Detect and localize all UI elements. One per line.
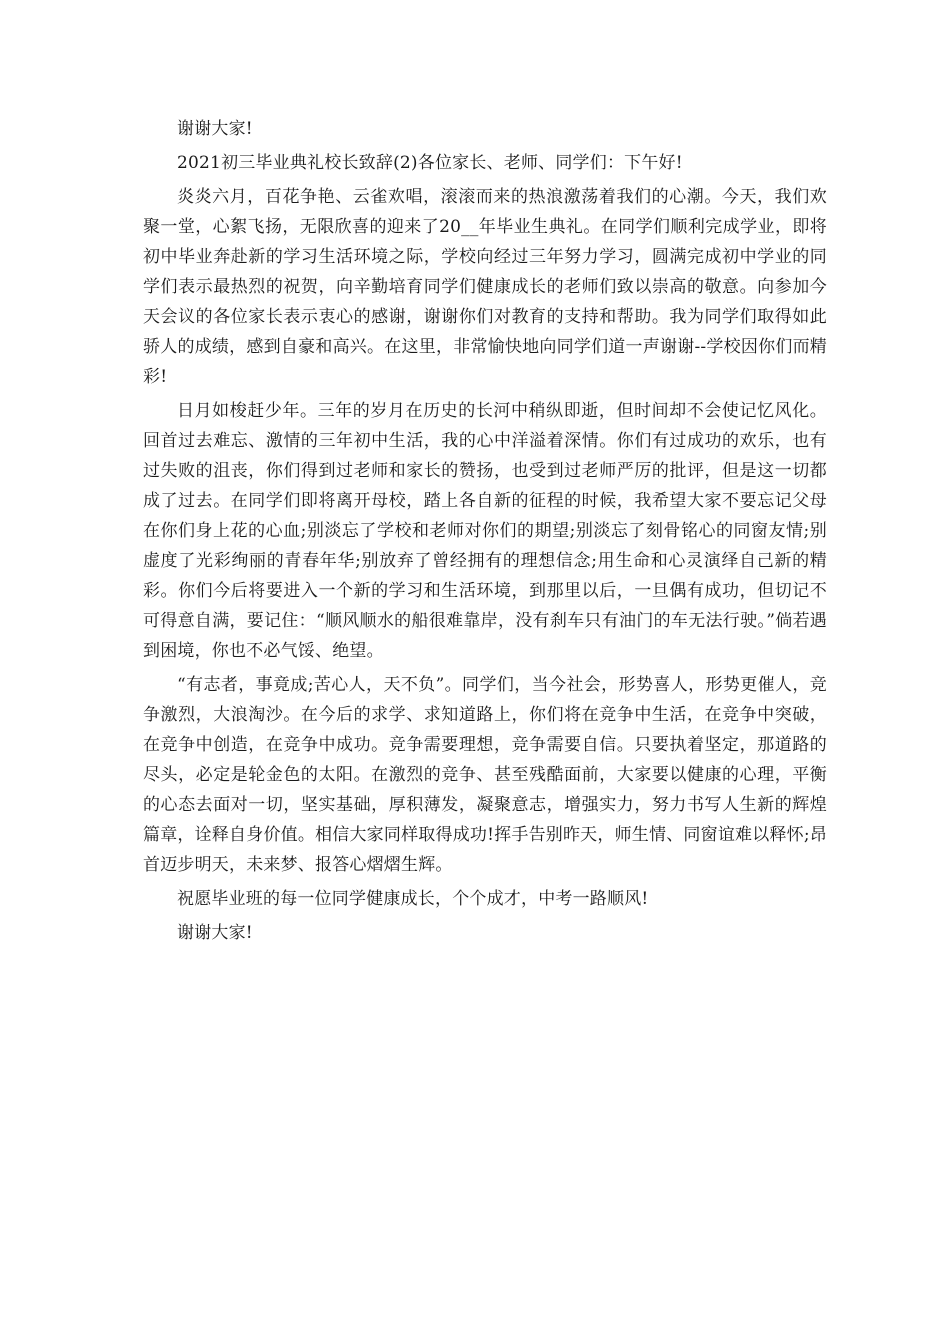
paragraph-june-opening: 炎炎六月，百花争艳、云雀欢唱，滚滚而来的热浪激荡着我们的心潮。今天，我们欢聚一堂，心絮飞扬，无限欣喜的迎来了20__年毕业生典礼。在同学们顺利完成学业，即将初中毕业奔赴新的学习生活环境之际，学校向经过三年努力学习，圆满完成初中学业的同学们表示最热烈的祝贺，向辛勤培育同学们健康成长的老师们致以崇高的敬意。向参加今天会议的各位家长表示衷心的感谢，谢谢你们对教育的支持和帮助。我为同学们取得如此骄人的成绩，感到自豪和高兴。在这里，非常愉快地向同学们道一声谢谢--学校因你们而精彩! [143,187,827,387]
document-body [143,114,827,952]
paragraph-wishes: 祝愿毕业班的每一位同学健康成长，个个成才，中考一路顺风! [177,889,649,909]
paragraph-three-years: 日月如梭赶少年。三年的岁月在历史的长河中稍纵即逝，但时间却不会使记忆风化。回首过去难忘、激情的三年初中生活，我的心中洋溢着深情。你们有过成功的欢乐，也有过失败的沮丧，你们得到过老师和家长的赞扬，也受到过老师严厉的批评，但是这一切都成了过去。在同学们即将离开母校，踏上各自新的征程的时候，我希望大家不要忘记父母在你们身上花的心血;别淡忘了学校和老师对你们的期望;别淡忘了刻骨铭心的同窗友情;别虚度了光彩绚丽的青春年华;别放弃了曾经拥有的理想信念;用生命和心灵演绎自己新的精彩。你们今后将要进入一个新的学习和生活环境，到那里以后，一旦偶有成功，但切记不可得意自满，要记住：“顺风顺水的船很难靠岸，没有刹车只有油门的车无法行驶。”倘若遇到困境，你也不必气馁、绝望。 [143,401,827,661]
paragraph-title-greeting: 2021初三毕业典礼校长致辞(2)各位家长、老师、同学们：下午好! [177,153,683,173]
paragraph-closing-thanks-bottom: 谢谢大家! [177,923,253,943]
paragraph-competition: “有志者，事竟成;苦心人，天不负”。同学们，当今社会，形势喜人，形势更催人，竞争激烈，大浪淘沙。在今后的求学、求知道路上，你们将在竞争中生活，在竞争中突破，在竞争中创造，在竞争中成功。竞争需要理想，竞争需要自信。只要执着坚定，那道路的尽头，必定是轮金色的太阳。在激烈的竞争、甚至残酷面前，大家要以健康的心理，平衡的心态去面对一切，坚实基础，厚积薄发，凝聚意志，增强实力，努力书写人生新的辉煌篇章，诠释自身价值。相信大家同样取得成功!挥手告别昨天，师生情、同窗谊难以释怀;昂首迈步明天，未来梦、报答心熠熠生辉。 [143,675,827,875]
paragraph-closing-thanks-top: 谢谢大家! [177,119,253,139]
